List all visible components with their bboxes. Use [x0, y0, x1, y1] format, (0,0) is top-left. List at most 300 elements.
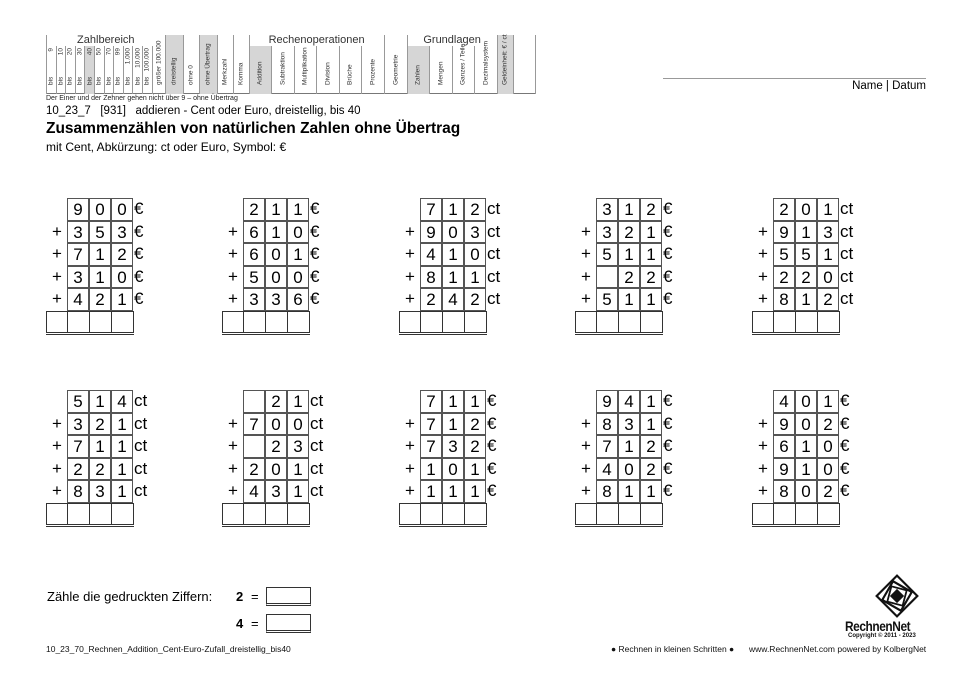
plus-sign: + — [52, 266, 62, 286]
result-double-line — [752, 524, 840, 527]
currency-unit: ct — [310, 458, 324, 478]
currency-unit: € — [134, 289, 144, 308]
digit-cell: 1 — [111, 458, 133, 481]
digit-cell: 1 — [442, 390, 464, 413]
addition-problem — [575, 390, 705, 530]
column-label: bis — [86, 76, 94, 85]
digit-cell: 1 — [618, 288, 640, 311]
digit-cell: 5 — [596, 288, 618, 311]
result-cell[interactable] — [817, 311, 840, 333]
result-double-line — [575, 524, 663, 527]
result-cell[interactable] — [265, 311, 288, 333]
result-cell[interactable] — [89, 311, 112, 333]
zahlbereich-column — [132, 46, 142, 94]
footer-filename: 10_23_70_Rechnen_Addition_Cent-Euro-Zufall_dreistellig_bis40 — [46, 644, 291, 654]
plus-sign: + — [405, 289, 415, 308]
digit-cell: 2 — [464, 435, 486, 458]
digit-cell: 1 — [442, 266, 464, 289]
digit-cell: 1 — [287, 390, 309, 413]
currency-unit: ct — [840, 266, 854, 286]
digit-count-answer-box[interactable] — [266, 587, 311, 606]
digit-cell: 7 — [420, 413, 442, 436]
digit-cell: 4 — [420, 243, 442, 266]
digit-cell: 8 — [67, 480, 89, 503]
result-cell[interactable] — [795, 503, 818, 525]
digit-cell: 1 — [89, 435, 111, 458]
result-cell[interactable] — [46, 503, 68, 525]
digit-cell: 9 — [773, 221, 795, 244]
operator-empty — [46, 198, 68, 221]
digit-cell: 0 — [618, 458, 640, 481]
result-cell[interactable] — [640, 503, 663, 525]
digit-cell: 0 — [111, 198, 133, 221]
result-cell[interactable] — [399, 503, 421, 525]
column-label: Multiplikation — [301, 47, 309, 85]
addition-problem — [46, 198, 176, 338]
currency-unit: € — [840, 458, 850, 478]
currency-unit: ct — [310, 413, 324, 433]
digit-cell: 1 — [464, 480, 486, 503]
column-value: 10 — [57, 48, 65, 56]
digit-cell: 2 — [67, 458, 89, 481]
result-cell[interactable] — [243, 503, 266, 525]
result-cell[interactable] — [575, 503, 597, 525]
digit-cell: 5 — [89, 221, 111, 244]
digit-cell: 1 — [420, 458, 442, 481]
digit-cell: 1 — [287, 243, 309, 266]
operation-column — [294, 46, 317, 94]
result-cell[interactable] — [89, 503, 112, 525]
currency-unit: ct — [310, 436, 324, 455]
result-cell[interactable] — [640, 311, 663, 333]
digit-cell: 0 — [287, 221, 309, 244]
digit-cell: 8 — [773, 480, 795, 503]
column-label: bis — [114, 76, 122, 85]
column-value: 99 — [114, 48, 122, 56]
digit-cell: 1 — [795, 458, 817, 481]
column-label: Subtraktion — [279, 52, 287, 85]
brand-name: RechnenNet — [845, 618, 911, 634]
plus-sign: + — [228, 244, 238, 263]
plus-sign: + — [228, 413, 238, 433]
result-cell[interactable] — [464, 503, 487, 525]
zahlbereich-column — [123, 46, 133, 94]
plus-sign: + — [405, 436, 415, 455]
worksheet-subtitle: mit Cent, Abkürzung: ct oder Euro, Symbol: € — [46, 140, 287, 154]
digit-cell: 1 — [442, 243, 464, 266]
digit-cell: 9 — [773, 413, 795, 436]
result-cell[interactable] — [46, 311, 68, 333]
result-cell[interactable] — [111, 503, 134, 525]
footer-website[interactable]: www.RechnenNet.com powered by KolbergNet — [749, 644, 927, 654]
digit-cell: 1 — [111, 413, 133, 436]
column-label: Mengen — [437, 61, 445, 85]
currency-unit: € — [134, 221, 144, 241]
result-cell[interactable] — [752, 503, 774, 525]
digit-cell: 1 — [420, 480, 442, 503]
zahlbereich-column — [94, 46, 104, 94]
column-label: dreistellig — [170, 57, 178, 85]
currency-unit: € — [310, 266, 320, 286]
result-double-line — [222, 332, 310, 335]
digit-cell: 2 — [817, 288, 839, 311]
digit-cell: 0 — [265, 243, 287, 266]
result-cell[interactable] — [265, 503, 288, 525]
currency-unit: € — [663, 481, 673, 500]
currency-unit: ct — [310, 391, 324, 410]
operator-empty — [399, 390, 421, 413]
name-date-line[interactable] — [663, 78, 926, 79]
operator-empty — [46, 390, 68, 413]
digit-cell: 1 — [618, 480, 640, 503]
result-double-line — [399, 332, 487, 335]
result-cell[interactable] — [752, 311, 774, 333]
digit-cell: 9 — [67, 198, 89, 221]
result-double-line — [222, 524, 310, 527]
column-label: Geldeinheit: € / ct — [501, 34, 509, 85]
result-cell[interactable] — [575, 311, 597, 333]
result-double-line — [46, 524, 134, 527]
zahlbereich-column — [65, 46, 75, 94]
digit-cell: 2 — [420, 288, 442, 311]
digit-cell: 0 — [89, 198, 111, 221]
basics-column — [452, 43, 475, 94]
digit-cell: 7 — [420, 198, 442, 221]
result-cell[interactable] — [420, 503, 443, 525]
currency-unit: € — [310, 199, 320, 218]
digit-cell: 7 — [420, 390, 442, 413]
digit-cell: 0 — [442, 221, 464, 244]
result-cell[interactable] — [111, 311, 134, 333]
plus-sign: + — [581, 458, 591, 478]
currency-unit: ct — [134, 391, 148, 410]
column-label: bis — [105, 76, 113, 85]
digit-cell: 3 — [265, 288, 287, 311]
footer-slogan: ● Rechnen in kleinen Schritten ● — [611, 644, 735, 654]
digit-cell: 1 — [287, 480, 309, 503]
currency-unit: € — [663, 413, 673, 433]
currency-unit: € — [487, 436, 497, 455]
result-double-line — [46, 332, 134, 335]
digit-cell: 3 — [243, 288, 265, 311]
addition-problem — [46, 390, 176, 530]
column-label: Prozente — [369, 58, 377, 85]
column-label: bis — [66, 76, 74, 85]
plus-sign: + — [581, 289, 591, 308]
digit-cell — [243, 390, 265, 413]
currency-unit: ct — [487, 289, 501, 308]
plus-sign: + — [758, 221, 768, 241]
result-cell[interactable] — [442, 503, 465, 525]
result-cell[interactable] — [67, 311, 90, 333]
operation-column — [339, 46, 362, 94]
plus-sign: + — [52, 413, 62, 433]
digit-cell: 0 — [287, 266, 309, 289]
option-column — [183, 35, 199, 94]
digit-cell: 0 — [265, 266, 287, 289]
result-cell[interactable] — [817, 503, 840, 525]
digit-cell: 2 — [640, 458, 662, 481]
zahlbereich-column — [46, 46, 56, 94]
digit-cell: 1 — [442, 413, 464, 436]
digit-cell: 3 — [596, 198, 618, 221]
currency-unit: € — [663, 244, 673, 263]
digit-cell: 1 — [265, 198, 287, 221]
digit-cell: 2 — [265, 390, 287, 413]
basics-column — [407, 46, 430, 94]
digit-cell: 6 — [773, 435, 795, 458]
zahlbereich-column — [75, 46, 85, 94]
digit-cell: 0 — [464, 243, 486, 266]
currency-unit: € — [663, 266, 673, 286]
plus-sign: + — [228, 481, 238, 500]
currency-unit: ct — [487, 244, 501, 263]
group-grundlagen: Grundlagen — [407, 35, 497, 46]
plus-sign: + — [405, 266, 415, 286]
digit-cell: 3 — [67, 266, 89, 289]
digit-cell: 2 — [773, 266, 795, 289]
digit-cell: 3 — [265, 480, 287, 503]
plus-sign: + — [405, 458, 415, 478]
digit-cell: 0 — [817, 435, 839, 458]
digit-cell: 1 — [464, 458, 486, 481]
result-cell[interactable] — [420, 311, 443, 333]
digit-cell: 1 — [442, 480, 464, 503]
digit-cell: 3 — [111, 221, 133, 244]
zahlbereich-column — [142, 46, 152, 94]
basics-column — [474, 40, 497, 94]
digit-cell: 0 — [795, 198, 817, 221]
operation-column — [249, 46, 272, 94]
plus-sign: + — [758, 244, 768, 263]
digit-cell: 1 — [640, 413, 662, 436]
digit-cell: 2 — [464, 198, 486, 221]
digit-count-answer-box[interactable] — [266, 614, 311, 633]
plus-sign: + — [228, 458, 238, 478]
currency-unit: € — [840, 413, 850, 433]
digit-cell: 1 — [640, 243, 662, 266]
digit-cell: 2 — [89, 413, 111, 436]
currency-unit: € — [663, 458, 673, 478]
digit-cell: 2 — [464, 288, 486, 311]
digit-cell: 1 — [640, 288, 662, 311]
column-label: Dezimalsystem — [482, 40, 490, 85]
addition-problem — [752, 390, 882, 530]
digit-cell: 3 — [618, 413, 640, 436]
result-cell[interactable] — [399, 311, 421, 333]
digit-cell: 7 — [243, 413, 265, 436]
plus-sign: + — [405, 413, 415, 433]
digit-count-label: Zähle die gedruckten Ziffern: — [47, 589, 213, 604]
operator-empty — [575, 390, 597, 413]
result-cell[interactable] — [773, 311, 796, 333]
currency-unit: ct — [840, 289, 854, 308]
plus-sign: + — [405, 221, 415, 241]
currency-unit: € — [134, 266, 144, 286]
digit-cell: 1 — [464, 390, 486, 413]
addition-problem — [399, 198, 529, 338]
column-value: 9 — [47, 48, 55, 52]
column-label: Ganzes / Teile — [459, 43, 467, 85]
plus-sign: + — [758, 289, 768, 308]
plus-sign: + — [52, 436, 62, 455]
addition-problem — [399, 390, 529, 530]
currency-unit: ct — [134, 481, 148, 500]
addition-problem — [222, 390, 352, 530]
result-cell[interactable] — [773, 503, 796, 525]
plus-sign: + — [405, 481, 415, 500]
result-cell[interactable] — [67, 503, 90, 525]
option-column — [165, 35, 183, 94]
digit-cell: 5 — [67, 390, 89, 413]
digit-cell: 7 — [596, 435, 618, 458]
currency-unit: € — [663, 436, 673, 455]
currency-unit: ct — [487, 221, 501, 241]
result-cell[interactable] — [287, 503, 310, 525]
currency-unit: € — [310, 244, 320, 263]
plus-sign: + — [758, 458, 768, 478]
currency-unit: ct — [487, 266, 501, 286]
result-cell[interactable] — [287, 311, 310, 333]
result-cell[interactable] — [222, 311, 244, 333]
digit-cell: 2 — [773, 198, 795, 221]
plus-sign: + — [405, 244, 415, 263]
digit-cell: 0 — [265, 458, 287, 481]
addition-problem — [752, 198, 882, 338]
digit-cell: 6 — [287, 288, 309, 311]
currency-unit: ct — [134, 458, 148, 478]
rechnennet-logo-icon — [872, 572, 922, 620]
equals-sign: = — [251, 616, 259, 631]
plus-sign: + — [581, 436, 591, 455]
category-note: Der Einer und der Zehner gehen nicht über 9 – ohne Übertrag — [46, 95, 238, 102]
digit-cell: 5 — [795, 243, 817, 266]
currency-unit: ct — [487, 199, 501, 218]
worksheet-title: Zusammenzählen von natürlichen Zahlen ohne Übertrag — [46, 120, 461, 137]
digit-cell: 6 — [243, 221, 265, 244]
currency-unit: € — [134, 244, 144, 263]
digit-cell: 8 — [773, 288, 795, 311]
result-cell[interactable] — [596, 311, 619, 333]
digit-cell: 2 — [243, 458, 265, 481]
currency-unit: € — [840, 481, 850, 500]
digit-cell: 4 — [773, 390, 795, 413]
currency-unit: € — [310, 289, 320, 308]
digit-cell: 2 — [618, 221, 640, 244]
digit-cell: 1 — [111, 480, 133, 503]
digit-cell: 1 — [640, 390, 662, 413]
digit-cell: 9 — [420, 221, 442, 244]
digit-cell: 2 — [243, 198, 265, 221]
column-value: 40 — [86, 48, 94, 56]
column-value: 100.000 — [143, 48, 151, 72]
digit-cell: 0 — [817, 266, 839, 289]
plus-sign: + — [581, 413, 591, 433]
currency-unit: ct — [840, 221, 854, 241]
column-label: Division — [324, 62, 332, 85]
plus-sign: + — [228, 266, 238, 286]
currency-unit: € — [134, 199, 144, 218]
digit-cell: 2 — [618, 266, 640, 289]
currency-unit: € — [310, 221, 320, 241]
column-value: 70 — [105, 48, 113, 56]
addition-problem — [575, 198, 705, 338]
name-date-label: Name | Datum — [852, 80, 926, 92]
digit-cell: 3 — [596, 221, 618, 244]
result-cell[interactable] — [464, 311, 487, 333]
digit-cell: 0 — [442, 458, 464, 481]
digit-cell: 1 — [817, 243, 839, 266]
digit-cell: 7 — [420, 435, 442, 458]
digit-cell: 0 — [795, 390, 817, 413]
plus-sign: + — [52, 221, 62, 241]
result-cell[interactable] — [618, 311, 641, 333]
column-label: bis — [57, 76, 65, 85]
basics-column — [429, 46, 452, 94]
column-label: bis — [124, 76, 132, 85]
currency-unit: ct — [840, 244, 854, 263]
money-unit-column — [497, 35, 513, 94]
result-double-line — [752, 332, 840, 335]
column-label: Merkzahl — [221, 58, 229, 85]
result-cell[interactable] — [442, 311, 465, 333]
geometry-column — [384, 35, 407, 94]
digit-cell: 0 — [817, 458, 839, 481]
digit-cell: 0 — [265, 413, 287, 436]
digit-cell: 8 — [596, 413, 618, 436]
digit-cell: 5 — [243, 266, 265, 289]
digit-cell: 2 — [111, 243, 133, 266]
digit-cell: 2 — [640, 266, 662, 289]
zahlbereich-column — [84, 46, 94, 94]
result-cell[interactable] — [596, 503, 619, 525]
digit-cell: 4 — [243, 480, 265, 503]
result-cell[interactable] — [222, 503, 244, 525]
plus-sign: + — [228, 436, 238, 455]
zahlbereich-column — [56, 46, 66, 94]
column-value: 20 — [66, 48, 74, 56]
operator-empty — [752, 198, 774, 221]
digit-cell: 0 — [111, 266, 133, 289]
digit-cell: 2 — [640, 198, 662, 221]
digit-cell: 1 — [618, 435, 640, 458]
worksheet-code-line: 10_23_7 [931] addieren - Cent oder Euro, dreistellig, bis 40 — [46, 105, 361, 117]
column-value: 1.000 — [124, 48, 132, 65]
digit-cell: 4 — [442, 288, 464, 311]
result-cell[interactable] — [795, 311, 818, 333]
column-value: 30 — [76, 48, 84, 56]
zahlbereich-column — [113, 46, 123, 94]
operator-empty — [222, 390, 244, 413]
currency-unit: ct — [134, 436, 148, 455]
column-label: Addition — [256, 61, 264, 85]
digit-count-digit: 4 — [236, 616, 244, 631]
digit-cell: 4 — [596, 458, 618, 481]
digit-cell — [596, 266, 618, 289]
result-cell[interactable] — [243, 311, 266, 333]
digit-cell: 1 — [795, 221, 817, 244]
plus-sign: + — [581, 221, 591, 241]
digit-cell: 1 — [817, 198, 839, 221]
digit-cell: 3 — [67, 413, 89, 436]
digit-cell: 0 — [795, 480, 817, 503]
operation-column — [316, 46, 339, 94]
result-cell[interactable] — [618, 503, 641, 525]
column-label: Brüche — [346, 64, 354, 85]
digit-cell: 2 — [817, 480, 839, 503]
plus-sign: + — [581, 244, 591, 263]
digit-cell: 1 — [265, 221, 287, 244]
